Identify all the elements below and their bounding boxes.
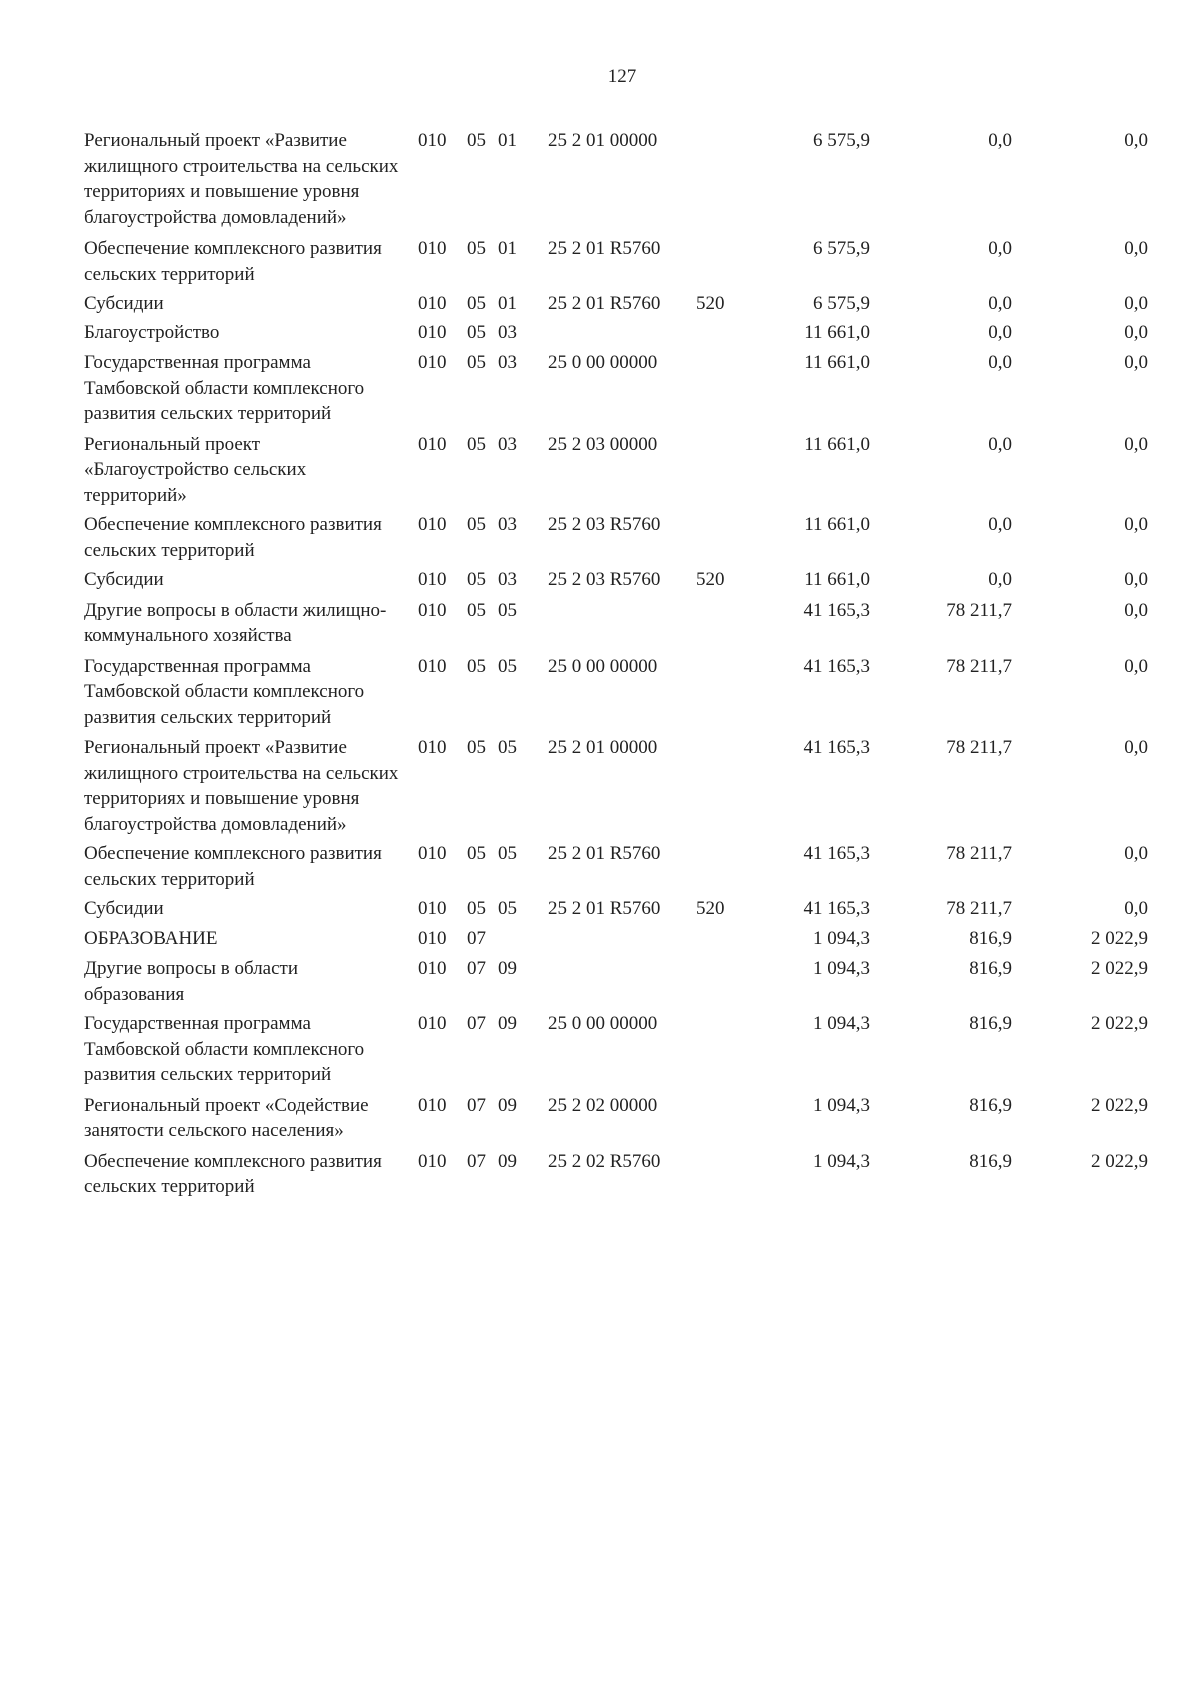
target-article-cell: 25 2 01 R5760	[548, 293, 661, 314]
row-name-cell: Обеспечение комплексного развития сельских территорий	[84, 514, 382, 561]
ministry-code-cell: 010	[418, 1150, 447, 1172]
amount-year1-cell: 1 094,3	[813, 927, 870, 949]
row-name-cell: Государственная программа Тамбовской области комплексного развития сельских территорий	[84, 655, 365, 728]
section-code-cell: 05	[467, 569, 486, 590]
amount-year3-cell: 2 022,9	[1091, 1013, 1148, 1034]
amount-year3-cell: 0,0	[1124, 569, 1148, 590]
amount-year3-cell: 0,0	[1124, 843, 1148, 864]
subsection-code-cell: 01	[498, 238, 517, 259]
table-row	[0, 654, 1200, 731]
budget-table	[0, 128, 1200, 1200]
target-article-cell: 25 2 01 R5760	[548, 843, 661, 864]
subsection-code-cell: 03	[498, 514, 517, 535]
ministry-code-cell: 010	[418, 655, 447, 677]
ministry-code-cell: 010	[418, 898, 447, 919]
amount-year2-cell: 78 211,7	[946, 898, 1012, 919]
amount-year1-cell: 11 661,0	[804, 352, 870, 373]
target-article-cell: 25 2 01 R5760	[548, 238, 661, 259]
amount-year1-cell: 41 165,3	[803, 843, 870, 864]
table-row	[0, 926, 1200, 952]
ministry-code-cell: 010	[418, 293, 447, 314]
ministry-code-cell: 010	[418, 433, 447, 455]
target-article-cell: 25 2 03 R5760	[548, 514, 661, 535]
row-name-cell: Другие вопросы в области жилищно-коммунального хозяйства	[84, 599, 387, 646]
section-code-cell: 07	[467, 1094, 486, 1116]
row-name-cell: Обеспечение комплексного развития сельских территорий	[84, 238, 382, 285]
amount-year1-cell: 6 575,9	[813, 130, 870, 151]
section-code-cell: 05	[467, 514, 486, 535]
section-code-cell: 05	[467, 293, 486, 314]
amount-year3-cell: 0,0	[1124, 433, 1148, 455]
section-code-cell: 07	[467, 958, 486, 979]
table-row	[0, 841, 1200, 892]
subsection-code-cell: 05	[498, 843, 517, 864]
table-row	[0, 896, 1200, 922]
amount-year3-cell: 0,0	[1124, 238, 1148, 259]
ministry-code-cell: 010	[418, 843, 447, 864]
amount-year3-cell: 0,0	[1124, 130, 1148, 151]
row-name-cell: Субсидии	[84, 569, 164, 590]
amount-year2-cell: 816,9	[969, 1150, 1012, 1172]
section-code-cell: 05	[467, 898, 486, 919]
table-row	[0, 291, 1200, 317]
row-name-cell: Государственная программа Тамбовской области комплексного развития сельских территорий	[84, 1013, 365, 1085]
amount-year1-cell: 1 094,3	[813, 1150, 870, 1172]
amount-year3-cell: 0,0	[1124, 737, 1148, 758]
subsection-code-cell: 01	[498, 293, 517, 314]
target-article-cell: 25 2 03 R5760	[548, 569, 661, 590]
amount-year3-cell: 2 022,9	[1091, 1150, 1148, 1172]
amount-year3-cell: 0,0	[1124, 514, 1148, 535]
subsection-code-cell: 03	[498, 433, 517, 455]
ministry-code-cell: 010	[418, 1094, 447, 1116]
amount-year1-cell: 11 661,0	[804, 514, 870, 535]
section-code-cell: 05	[467, 130, 486, 151]
amount-year1-cell: 41 165,3	[803, 898, 870, 919]
amount-year3-cell: 0,0	[1124, 321, 1148, 343]
row-name-cell: Субсидии	[84, 293, 164, 314]
ministry-code-cell: 010	[418, 238, 447, 259]
subsection-code-cell: 09	[498, 1150, 517, 1172]
target-article-cell: 25 2 01 00000	[548, 130, 658, 151]
target-article-cell: 25 2 02 00000	[548, 1094, 658, 1116]
ministry-code-cell: 010	[418, 927, 447, 949]
target-article-cell: 25 2 03 00000	[548, 433, 658, 455]
subsection-code-cell: 03	[498, 352, 517, 373]
amount-year2-cell: 816,9	[969, 1013, 1012, 1034]
table-row	[0, 432, 1200, 509]
amount-year1-cell: 41 165,3	[803, 599, 870, 621]
subsection-code-cell: 09	[498, 1094, 517, 1116]
subsection-code-cell: 09	[498, 958, 517, 979]
section-code-cell: 07	[467, 927, 486, 949]
subsection-code-cell: 05	[498, 599, 517, 621]
row-name-cell: Региональный проект «Содействие занятости сельского населения»	[84, 1094, 369, 1141]
amount-year2-cell: 816,9	[969, 1094, 1012, 1116]
amount-year3-cell: 0,0	[1124, 599, 1148, 621]
target-article-cell: 25 0 00 00000	[548, 352, 658, 373]
table-row	[0, 236, 1200, 287]
amount-year1-cell: 1 094,3	[813, 958, 870, 979]
amount-year3-cell: 0,0	[1124, 898, 1148, 919]
amount-year3-cell: 0,0	[1124, 352, 1148, 373]
subsection-code-cell: 09	[498, 1013, 517, 1034]
table-row	[0, 128, 1200, 230]
amount-year2-cell: 0,0	[988, 238, 1012, 259]
table-row	[0, 735, 1200, 837]
target-article-cell: 25 2 02 R5760	[548, 1150, 661, 1172]
ministry-code-cell: 010	[418, 737, 447, 758]
amount-year2-cell: 78 211,7	[946, 737, 1012, 758]
subsection-code-cell: 03	[498, 569, 517, 590]
amount-year1-cell: 1 094,3	[813, 1094, 870, 1116]
table-row	[0, 1149, 1200, 1200]
amount-year2-cell: 816,9	[969, 958, 1012, 979]
table-row	[0, 956, 1200, 1007]
amount-year3-cell: 2 022,9	[1091, 1094, 1148, 1116]
section-code-cell: 07	[467, 1150, 486, 1172]
amount-year1-cell: 1 094,3	[813, 1013, 870, 1034]
row-name-cell: Благоустройство	[84, 321, 220, 343]
amount-year2-cell: 78 211,7	[946, 843, 1012, 864]
amount-year2-cell: 0,0	[988, 321, 1012, 343]
amount-year2-cell: 0,0	[988, 293, 1012, 314]
amount-year3-cell: 0,0	[1124, 293, 1148, 314]
amount-year2-cell: 816,9	[969, 927, 1012, 949]
amount-year2-cell: 0,0	[988, 514, 1012, 535]
amount-year3-cell: 0,0	[1124, 655, 1148, 677]
amount-year1-cell: 41 165,3	[803, 655, 870, 677]
row-name-cell: Обеспечение комплексного развития сельских территорий	[84, 843, 382, 890]
amount-year3-cell: 2 022,9	[1091, 958, 1148, 979]
section-code-cell: 05	[467, 843, 486, 864]
ministry-code-cell: 010	[418, 599, 447, 621]
expense-type-cell: 520	[696, 569, 725, 590]
amount-year1-cell: 11 661,0	[804, 433, 870, 455]
ministry-code-cell: 010	[418, 958, 447, 979]
amount-year1-cell: 41 165,3	[803, 737, 870, 758]
ministry-code-cell: 010	[418, 352, 447, 373]
target-article-cell: 25 0 00 00000	[548, 655, 658, 677]
section-code-cell: 05	[467, 599, 486, 621]
section-code-cell: 05	[467, 655, 486, 677]
subsection-code-cell: 05	[498, 898, 517, 919]
ministry-code-cell: 010	[418, 569, 447, 590]
expense-type-cell: 520	[696, 898, 725, 919]
ministry-code-cell: 010	[418, 1013, 447, 1034]
amount-year1-cell: 11 661,0	[804, 569, 870, 590]
amount-year1-cell: 6 575,9	[813, 238, 870, 259]
section-code-cell: 05	[467, 433, 486, 455]
table-row	[0, 320, 1200, 346]
row-name-cell: Государственная программа Тамбовской области комплексного развития сельских территорий	[84, 352, 365, 424]
table-row	[0, 1093, 1200, 1144]
expense-type-cell: 520	[696, 293, 725, 314]
target-article-cell: 25 2 01 00000	[548, 737, 658, 758]
ministry-code-cell: 010	[418, 321, 447, 343]
row-name-cell: ОБРАЗОВАНИЕ	[84, 927, 218, 949]
section-code-cell: 05	[467, 737, 486, 758]
amount-year2-cell: 0,0	[988, 130, 1012, 151]
ministry-code-cell: 010	[418, 130, 447, 151]
amount-year2-cell: 78 211,7	[946, 599, 1012, 621]
target-article-cell: 25 0 00 00000	[548, 1013, 658, 1034]
subsection-code-cell: 03	[498, 321, 517, 343]
amount-year3-cell: 2 022,9	[1091, 927, 1148, 949]
row-name-cell: Региональный проект «Развитие жилищного строительства на сельских территориях и повышение уровня благоустройства домовладений»	[84, 737, 399, 835]
amount-year1-cell: 6 575,9	[813, 293, 870, 314]
table-row	[0, 598, 1200, 649]
table-row	[0, 350, 1200, 427]
row-name-cell: Региональный проект «Развитие жилищного строительства на сельских территориях и повышение уровня благоустройства домовладений»	[84, 130, 399, 228]
section-code-cell: 05	[467, 238, 486, 259]
section-code-cell: 05	[467, 321, 486, 343]
section-code-cell: 07	[467, 1013, 486, 1034]
page-number: 127	[607, 66, 637, 87]
amount-year1-cell: 11 661,0	[804, 321, 870, 343]
subsection-code-cell: 05	[498, 737, 517, 758]
subsection-code-cell: 05	[498, 655, 517, 677]
amount-year2-cell: 78 211,7	[946, 655, 1012, 677]
ministry-code-cell: 010	[418, 514, 447, 535]
amount-year2-cell: 0,0	[988, 352, 1012, 373]
table-row	[0, 512, 1200, 563]
table-row	[0, 567, 1200, 593]
subsection-code-cell: 01	[498, 130, 517, 151]
amount-year2-cell: 0,0	[988, 569, 1012, 590]
row-name-cell: Субсидии	[84, 898, 164, 919]
amount-year2-cell: 0,0	[988, 433, 1012, 455]
row-name-cell: Региональный проект «Благоустройство сельских территорий»	[84, 433, 307, 506]
table-row	[0, 1011, 1200, 1088]
row-name-cell: Обеспечение комплексного развития сельских территорий	[84, 1150, 382, 1197]
section-code-cell: 05	[467, 352, 486, 373]
target-article-cell: 25 2 01 R5760	[548, 898, 661, 919]
row-name-cell: Другие вопросы в области образования	[84, 958, 299, 1005]
